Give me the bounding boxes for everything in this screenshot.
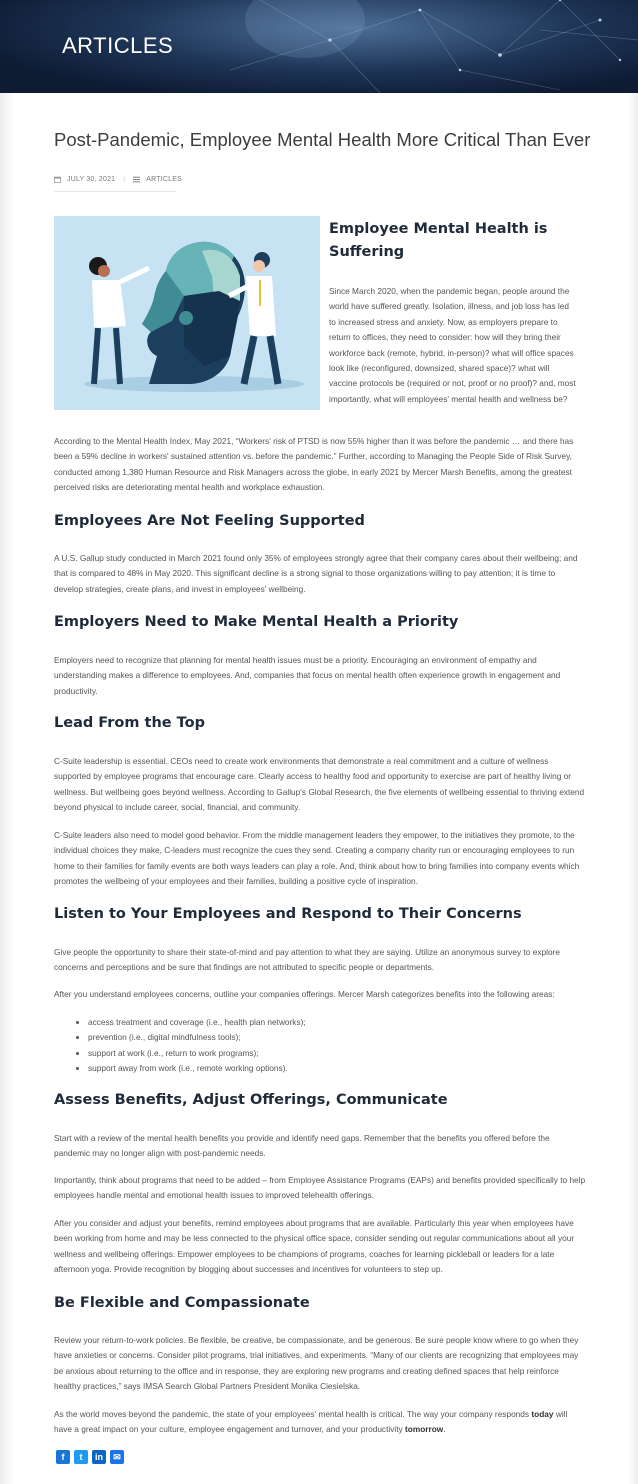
list-item: • support at work (i.e., return to work programs); [88, 1046, 306, 1061]
meta-separator: | [123, 176, 126, 183]
section-paragraph: Start with a review of the mental health benefits you provide and identify need gaps. Remember that the benefits you offered before the pandemic may no longer align with post-pandemic needs. [54, 1133, 550, 1159]
closing-text: will have a great impact on your culture, employee engagement and turnover, and your productivity [54, 1409, 568, 1435]
closing-text: . [443, 1424, 446, 1435]
section-heading-supported: Employees Are Not Feeling Supported [54, 513, 365, 529]
section-paragraph: Review your return-to-work policies. Be flexible, be creative, be compassionate, and be generous. Be sure people know where to go when they have anxieties or concerns. Consider pilot programs, trial initiatives, and experiments. “Many of our clients are recognizing that employees may be anxious about returning to the office and in response, they are exploring new programs and creating defined spaces that help reinforce healthy practices,” says IMSA Search Global Partners President Monika Ciesielska. [54, 1335, 579, 1392]
closing-text: As the world moves beyond the pandemic, the state of your employees' mental health is critical. The way your company responds [54, 1409, 532, 1419]
section-paragraph: A U.S. Gallup study conducted in March 2021 found only 35% of employees strongly agree that their company cares about their wellbeing; and that is compared to 48% in May 2020. This significant decline is a strong signal to those organizations willing to pay attention; it is time to develop strategies, create plans, and invest in employees' wellbeing. [54, 553, 578, 594]
twitter-share-button[interactable] [74, 1450, 88, 1464]
section-heading-flexible: Be Flexible and Compassionate [54, 1295, 310, 1311]
article-category-link[interactable]: ARTICLES [146, 176, 183, 183]
section-paragraph: C-Suite leaders also need to model good behavior. From the middle management leaders they empower, to the initiatives they promote, to the individual choices they make, C-leaders must recognize the cues they send. Creating a company charity run or encouraging employees to run home to their families for family events are both ways leaders can play a role. And, think about how to bring families into company events which promotes the wellbeing of your employees and their families, building a positive cycle of inspiration. [54, 830, 580, 887]
intro-paragraph: Since March 2020, when the pandemic began, people around the world have suffered greatly. Isolation, illness, and job loss has led to increased stress and anxiety. Now, as employers prepare to return to offices, they need to consider: how will they bring their workforce back (remote, hybrid, in-person)? what will office spaces look like (reconfigured, downsized, shared space)? what will vaccine protocols be (required or not, proof or no proof)? and, most importantly, what will employees' mental health and wellness be? [329, 286, 576, 404]
twitter-icon: t [79, 1452, 83, 1462]
facebook-share-button[interactable] [56, 1450, 70, 1464]
section-paragraph: Employers need to recognize that planning for mental health issues must be a priority. Encouraging an environment of empathy and understanding makes a difference to employees. And, companies that focus on mental health often experience growth in engagement and productivity. [54, 655, 561, 696]
header-title: ARTICLES [62, 33, 174, 58]
article-title: Post-Pandemic, Employee Mental Health More Critical Than Ever [54, 129, 591, 150]
intro-paragraph-2: According to the Mental Health Index, May 2021, “Workers' risk of PTSD is now 55% higher than it was before the pandemic … and there has been a 59% decline in workers' sustained attention vs. before the pandemic.” Further, according to Managing the People Side of Risk Survey, conducted among 1,380 Human Resource and Risk Managers across the globe, in early 2021 by Mercer Marsh Benefits, among the greatest perceived risks are deteriorating mental health and workplace exhaustion. [54, 436, 574, 493]
emphasis-today: today [531, 1409, 554, 1419]
page-shadow-left [0, 93, 14, 1484]
article-date: JULY 30, 2021 [67, 176, 116, 183]
linkedin-icon: in [95, 1452, 103, 1462]
linkedin-share-button[interactable] [92, 1450, 106, 1464]
page-shadow-right [628, 93, 638, 1484]
header-banner [0, 0, 638, 93]
article-meta [54, 176, 182, 183]
section-paragraph: C-Suite leadership is essential. CEOs need to create work environments that demonstrate a real commitment and a culture of wellness supported by employee programs that encourage care. Clearly access to healthy food and opportunity to exercise are part of healthy living or wellness. But wellbeing goes beyond wellness. According to Gallup's Global Research, the five elements of wellbeing essential to thriving extend beyond physical to include career, social, financial, and community. [54, 756, 585, 813]
meta-divider [54, 191, 176, 192]
emphasis-tomorrow: tomorrow [404, 1424, 444, 1435]
email-share-button[interactable] [110, 1450, 124, 1464]
puzzle-head-image [54, 216, 320, 410]
list-item: • support away from work (i.e., remote working options). [88, 1061, 306, 1076]
intro-heading: Employee Mental Health is Suffering [329, 221, 548, 260]
section-heading-lead: Lead From the Top [54, 715, 205, 731]
share-bar [56, 1450, 124, 1464]
facebook-icon: f [61, 1452, 65, 1462]
closing-paragraph [54, 1407, 586, 1438]
article-illustration [54, 216, 320, 410]
list-item: • prevention (i.e., digital mindfulness tools); [88, 1030, 306, 1045]
section-heading-assess: Assess Benefits, Adjust Offerings, Communicate [54, 1092, 448, 1108]
section-paragraph: Give people the opportunity to share their state-of-mind and pay attention to what they are saying. Utilize an anonymous survey to explore concerns and perceptions and be sure that findings are not attributed to specific people or departments. [54, 947, 560, 973]
section-paragraph: Importantly, think about programs that need to be added – from Employee Assistance Programs (EAPs) and benefits provided specifically to help employees handle mental and emotional health issues to improved telehealth offerings. [54, 1175, 586, 1201]
section-heading-priority: Employers Need to Make Mental Health a Priority [54, 614, 459, 630]
benefits-list [78, 1015, 306, 1077]
section-paragraph: After you consider and adjust your benefits, remind employees about programs that are available. Particularly this year when employees have been working from home and may be less connected to the physical office space, consider sending out regular communications about all your wellness and wellbeing offerings. Empower employees to be champions of programs, coaches for learning pickleball or leaders for a late afternoon yoga. Provide recognition by blogging about successes and incentives for volunteers to step up. [54, 1218, 575, 1275]
list-item: • access treatment and coverage (i.e., health plan networks); [88, 1015, 306, 1030]
list-icon [133, 176, 140, 183]
section-paragraph: After you understand employees concerns, outline your companies offerings. Mercer Marsh categorizes benefits into the following areas: [54, 989, 555, 999]
email-icon: ✉ [113, 1452, 121, 1462]
section-heading-listen: Listen to Your Employees and Respond to Their Concerns [54, 906, 522, 922]
calendar-icon [54, 176, 61, 183]
